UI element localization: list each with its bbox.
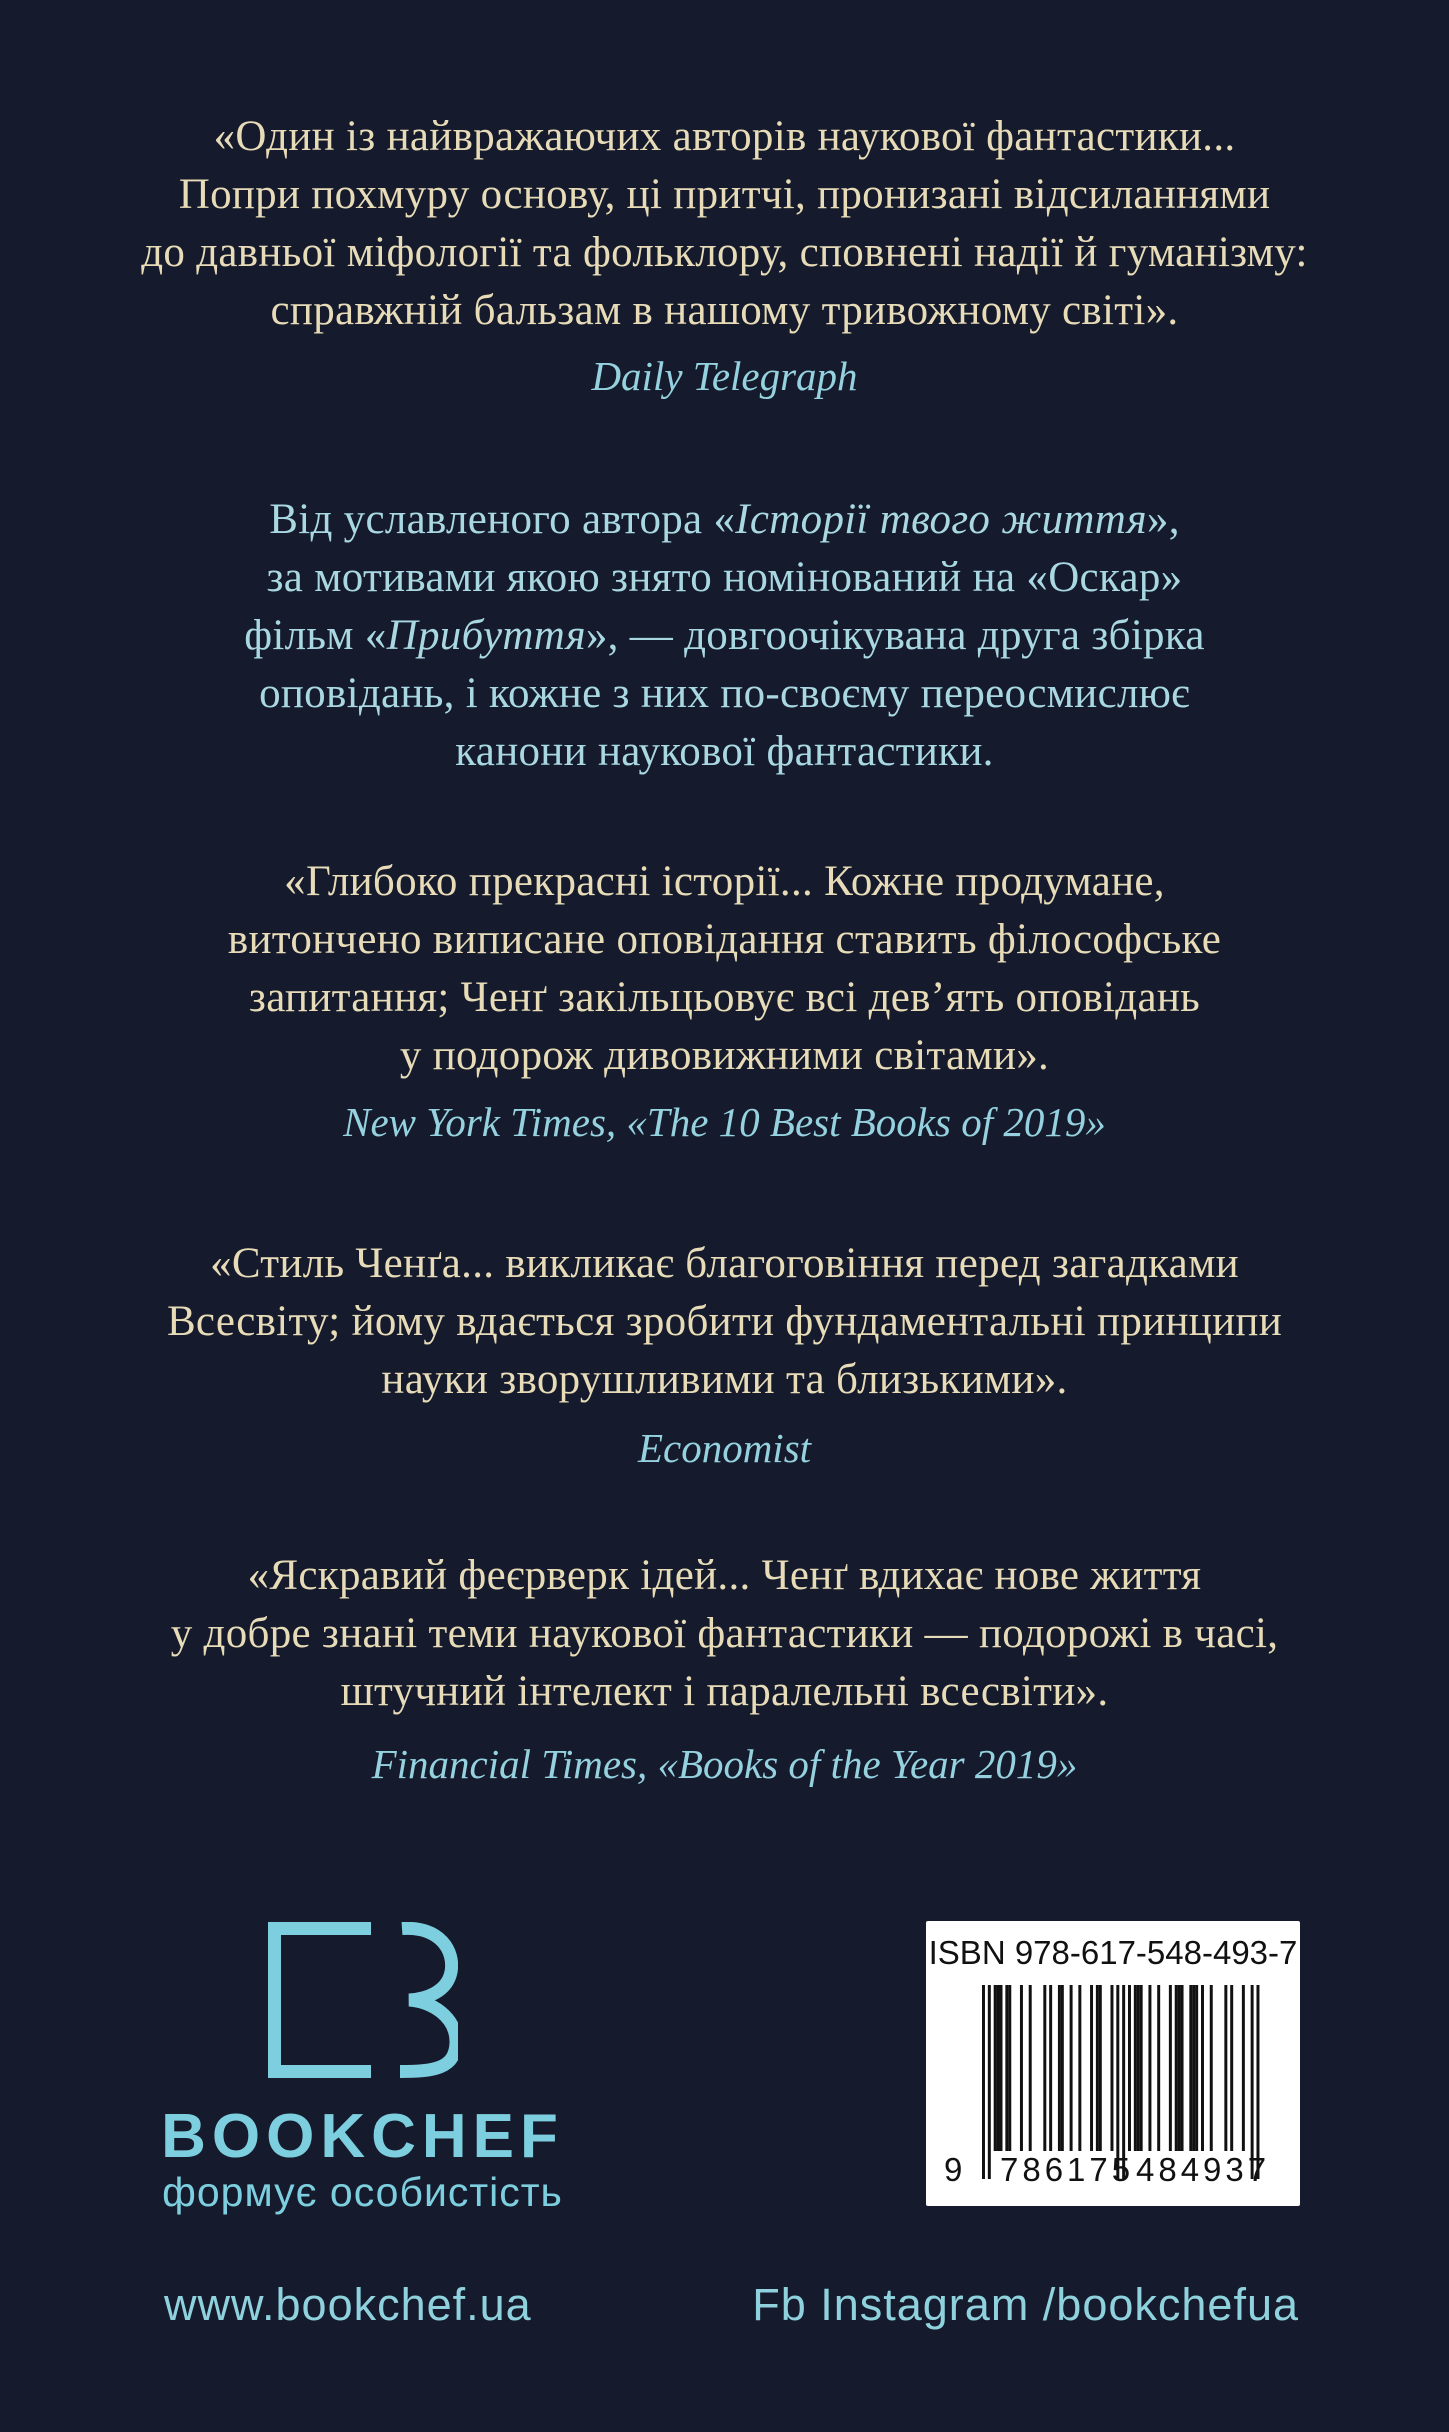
isbn-label: ISBN 978-617-548-493-7 (928, 1934, 1298, 1971)
blurb-text: », — довгоочікувана друга збірка (585, 612, 1205, 659)
quote-new-york-times (0, 853, 1449, 1085)
barcode-panel (926, 1921, 1300, 2206)
ean13-barcode-icon (982, 1985, 1260, 2179)
attribution-financial-times: Financial Times, «Books of the Year 2019» (371, 1741, 1078, 1787)
publisher-name: BOOKCHEF (161, 2102, 564, 2171)
quote-daily-telegraph (0, 108, 1449, 340)
film-title-arrival: Прибуття (386, 612, 586, 659)
quote-line (0, 491, 1449, 549)
attribution-daily-telegraph: Daily Telegraph (591, 353, 858, 399)
quote-line: витончено виписане оповідання ставить філософське (227, 916, 1222, 963)
publisher-block (160, 1922, 565, 2215)
quote-line: у добре знані теми наукової фантастики — подорожі в часі, (170, 1610, 1279, 1657)
quote-line (0, 607, 1449, 665)
barcode-digit-group: 9 (944, 2151, 963, 2188)
quote-line: «Один із найвражаючих авторів наукової фантастики... (213, 113, 1236, 160)
quote-line: Всесвіту; йому вдається зробити фундаментальні принципи (166, 1298, 1283, 1345)
quote-line: у подорож дивовижними світами». (399, 1032, 1050, 1079)
quote-financial-times (0, 1547, 1449, 1721)
attribution-new-york-times: New York Times, «The 10 Best Books of 2019» (343, 1099, 1106, 1145)
quote-economist (0, 1235, 1449, 1409)
quote-line: канони наукової фантастики. (455, 728, 994, 775)
blurb-text: », (1146, 496, 1180, 543)
website-link: www.bookchef.ua (164, 2279, 532, 2330)
quote-line: штучний інтелект і паралельні всесвіти». (340, 1668, 1109, 1715)
book-title-story-of-your-life: Історії твого життя (735, 496, 1147, 543)
quote-line: «Яскравий феєрверк ідей... Ченґ вдихає нове життя (247, 1552, 1202, 1599)
quote-line: «Глибоко прекрасні історії... Кожне продумане, (284, 858, 1165, 905)
publisher-tagline: формує особистість (162, 2169, 563, 2215)
quote-line: оповідань, і кожне з них по-своєму переосмислює (259, 670, 1190, 717)
quote-line: за мотивами якою знято номінований на «Оскар» (266, 554, 1183, 601)
barcode-digits (926, 2151, 1300, 2191)
blurb-text: Від уславленого автора « (269, 496, 736, 543)
quote-line: справжній бальзам в нашому тривожному світі». (270, 287, 1179, 334)
bookchef-logo-icon (268, 1922, 458, 2078)
barcode-digit-group: 786175 (1000, 2151, 1135, 2188)
attribution-economist: Economist (637, 1425, 812, 1471)
barcode-digit-group: 484937 (1136, 2151, 1271, 2188)
footer-links (164, 2280, 1299, 2330)
social-link: Fb Instagram /bookchefua (752, 2279, 1299, 2330)
quote-line: запитання; Ченґ закільцьовує всі дев’ять оповідань (248, 974, 1201, 1021)
blurb-text: фільм « (244, 612, 387, 659)
quote-line: до давньої міфології та фольклору, сповнені надії й гуманізму: (141, 229, 1308, 276)
quote-line: «Стиль Ченґа... викликає благоговіння перед загадками (210, 1240, 1239, 1287)
publisher-blurb (0, 491, 1449, 781)
quote-line: Попри похмуру основу, ці притчі, пронизані відсиланнями (178, 171, 1271, 218)
quote-line: науки зворушливими та близькими». (381, 1356, 1068, 1403)
